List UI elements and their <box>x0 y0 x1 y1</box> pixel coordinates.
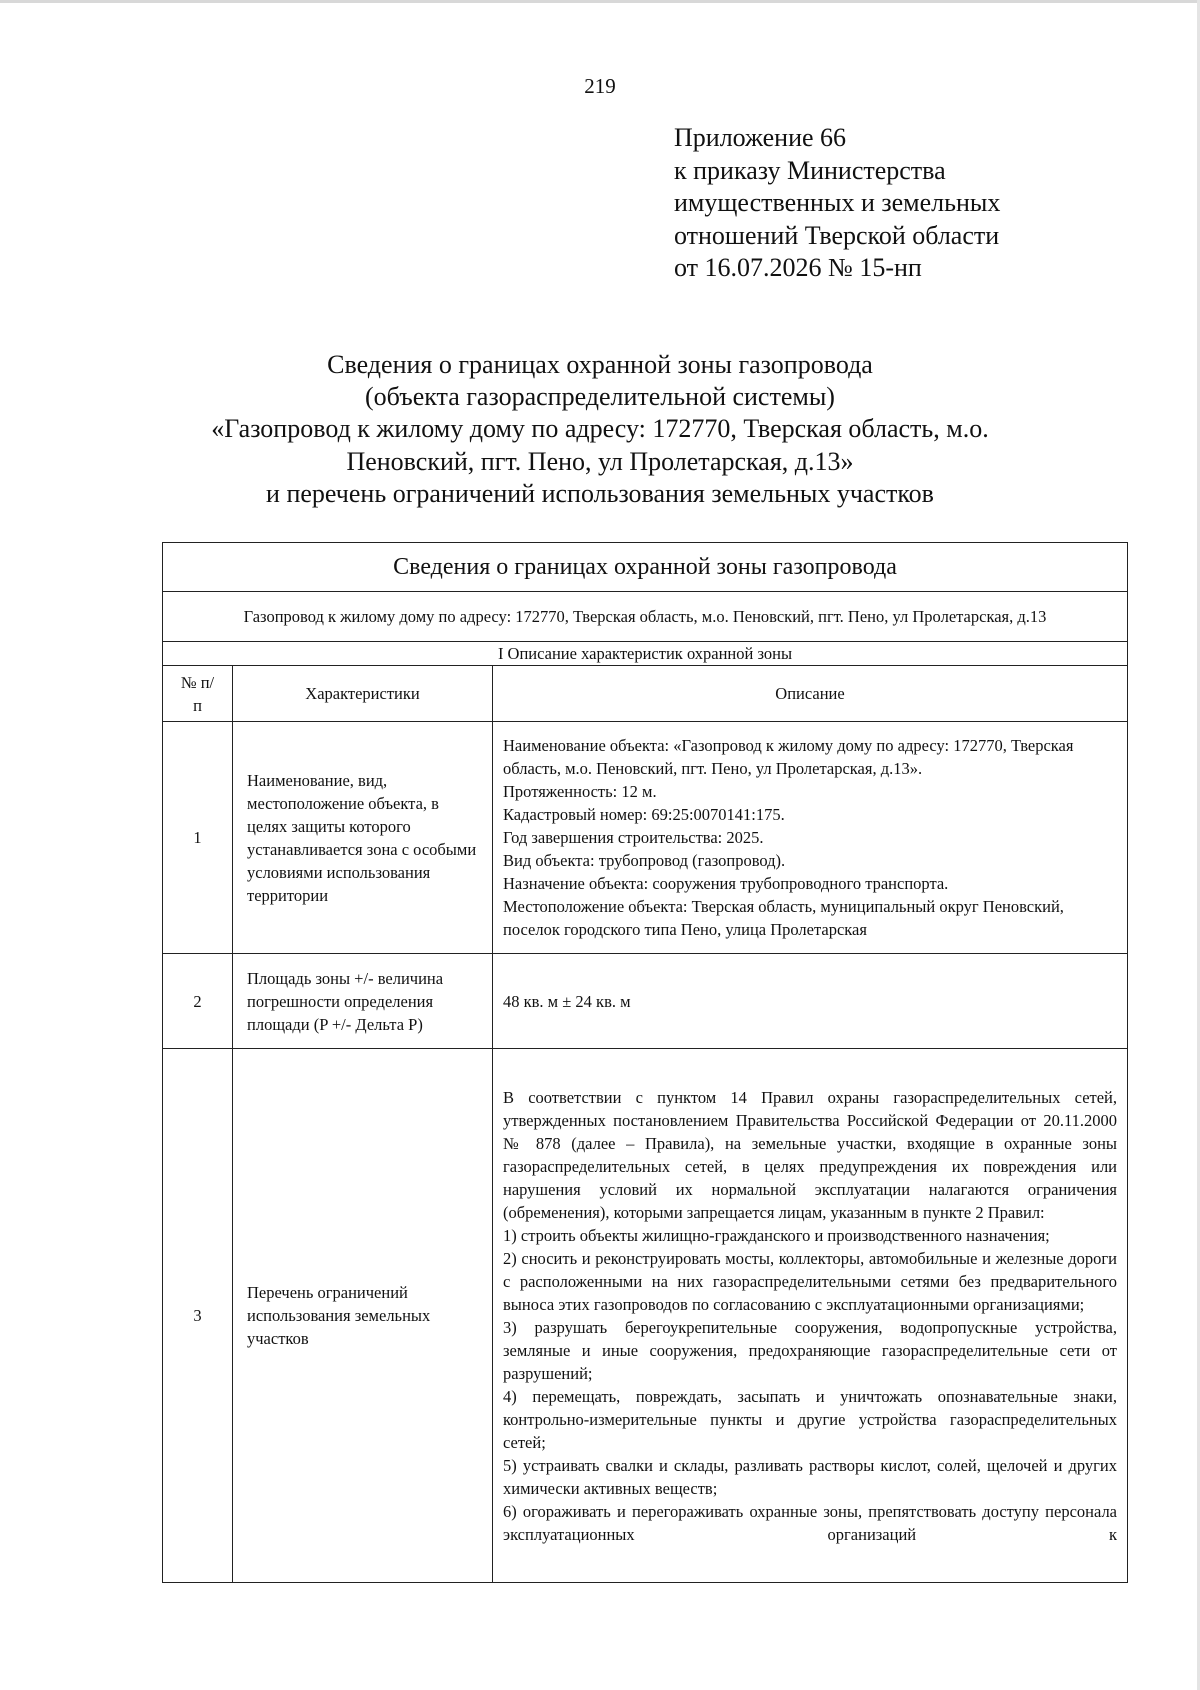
description-paragraph: 2) сносить и реконструировать мосты, коллекторы, автомобильные и железные дороги с расположенными на них газораспределительными сетями без предварительного выноса этих газопроводов по согласованию с эксплуатационными организациями; <box>503 1248 1118 1314</box>
description-paragraph: 5) устраивать свалки и склады, разливать растворы кислот, солей, щелочей и других химически активных веществ; <box>503 1455 1118 1498</box>
description-paragraph: 1) строить объекты жилищно-гражданского и производственного назначения; <box>503 1225 1050 1245</box>
row-number: 1 <box>163 722 233 954</box>
page-edge <box>0 0 1200 3</box>
row-characteristic: Площадь зоны +/- величина погрешности определения площади (P +/- Дельта P) <box>233 954 493 1049</box>
header-num <box>163 666 233 722</box>
table-row <box>163 1049 1128 1583</box>
row-description <box>493 1049 1128 1583</box>
appendix-block <box>674 122 1000 285</box>
title-line: Пеновский, пгт. Пено, ул Пролетарская, д.13» <box>346 446 854 476</box>
row-characteristic: Перечень ограничений использования земельных участков <box>233 1049 493 1583</box>
zone-info-table <box>162 542 1128 1583</box>
title-line: Сведения о границах охранной зоны газопровода <box>327 350 873 379</box>
description-paragraph: Год завершения строительства: 2025. <box>503 828 764 847</box>
table-subtitle: Газопровод к жилому дому по адресу: 172770, Тверская область, м.о. Пеновский, пгт. Пено, ул Пролетарская, д.13 <box>163 592 1128 642</box>
row-number: 3 <box>163 1049 233 1583</box>
description-paragraph: В соответствии с пунктом 14 Правил охраны газораспределительных сетей, утвержденных постановлением Правительства Российской Федерации от 20.11.2000 № 878 (далее – Правила), на земельные участки, входящие в охранные зоны газораспределительных сетей, в целях предупреждения их повреждения или нарушения условий их нормальной эксплуатации налагаются ограничения (обременения), которыми запрещается лицам, указанным в пункте 2 Правил: <box>503 1087 1118 1222</box>
description-paragraph: Протяженность: 12 м. <box>503 782 657 801</box>
header-num-label: № п/п <box>180 672 215 715</box>
document-title <box>0 349 1200 510</box>
description-paragraph: Кадастровый номер: 69:25:0070141:175. <box>503 805 785 824</box>
table-title-row <box>163 543 1128 592</box>
table-section-row <box>163 642 1128 666</box>
description-paragraph: 6) огораживать и перегораживать охранные зоны, препятствовать доступу персонала эксплуатационных организаций к <box>503 1501 1118 1544</box>
appendix-line: Приложение 66 <box>674 123 847 152</box>
row-description <box>493 954 1128 1049</box>
table-row <box>163 954 1128 1049</box>
appendix-line: отношений Тверской области <box>674 220 1000 250</box>
title-line: (объекта газораспределительной системы) <box>365 382 835 412</box>
row-number: 2 <box>163 954 233 1049</box>
header-characteristics: Характеристики <box>233 666 493 722</box>
description-paragraph: 3) разрушать берегоукрепительные сооружения, водопропускные устройства, земляные и иные сооружения, предохраняющие газораспределительные сети от разрушений; <box>503 1317 1118 1383</box>
title-line: и перечень ограничений использования земельных участков <box>266 478 934 508</box>
table-header-row <box>163 666 1128 722</box>
description-paragraph: Местоположение объекта: Тверская область, муниципальный округ Пеновский, поселок городского типа Пено, улица Пролетарская <box>503 897 1064 939</box>
row-description <box>493 722 1128 954</box>
description-paragraph: Наименование объекта: «Газопровод к жилому дому по адресу: 172770, Тверская область, м.о. Пеновский, пгт. Пено, ул Пролетарская, д.13». <box>503 736 1074 778</box>
appendix-line: имущественных и земельных <box>674 188 1001 217</box>
description-paragraph: 48 кв. м ± 24 кв. м <box>503 991 631 1011</box>
title-line: «Газопровод к жилому дому по адресу: 172770, Тверская область, м.о. <box>211 414 989 444</box>
description-paragraph: Назначение объекта: сооружения трубопроводного транспорта. <box>503 874 949 893</box>
table-subtitle-row <box>163 592 1128 642</box>
description-paragraph: 4) перемещать, повреждать, засыпать и уничтожать опознавательные знаки, контрольно-измерительные пункты и другие устройства газораспределительных сетей; <box>503 1386 1118 1452</box>
appendix-line: от 16.07.2026 № 15-нп <box>674 253 922 282</box>
description-paragraph: Вид объекта: трубопровод (газопровод). <box>503 851 786 870</box>
table-title: Сведения о границах охранной зоны газопровода <box>163 543 1128 592</box>
row-characteristic: Наименование, вид, местоположение объекта, в целях защиты которого устанавливается зона с особыми условиями использования территории <box>233 722 493 954</box>
table-section-title: I Описание характеристик охранной зоны <box>163 642 1128 666</box>
header-description: Описание <box>493 666 1128 722</box>
page-number: 219 <box>584 74 616 98</box>
table-row <box>163 722 1128 954</box>
appendix-line: к приказу Министерства <box>674 155 946 185</box>
